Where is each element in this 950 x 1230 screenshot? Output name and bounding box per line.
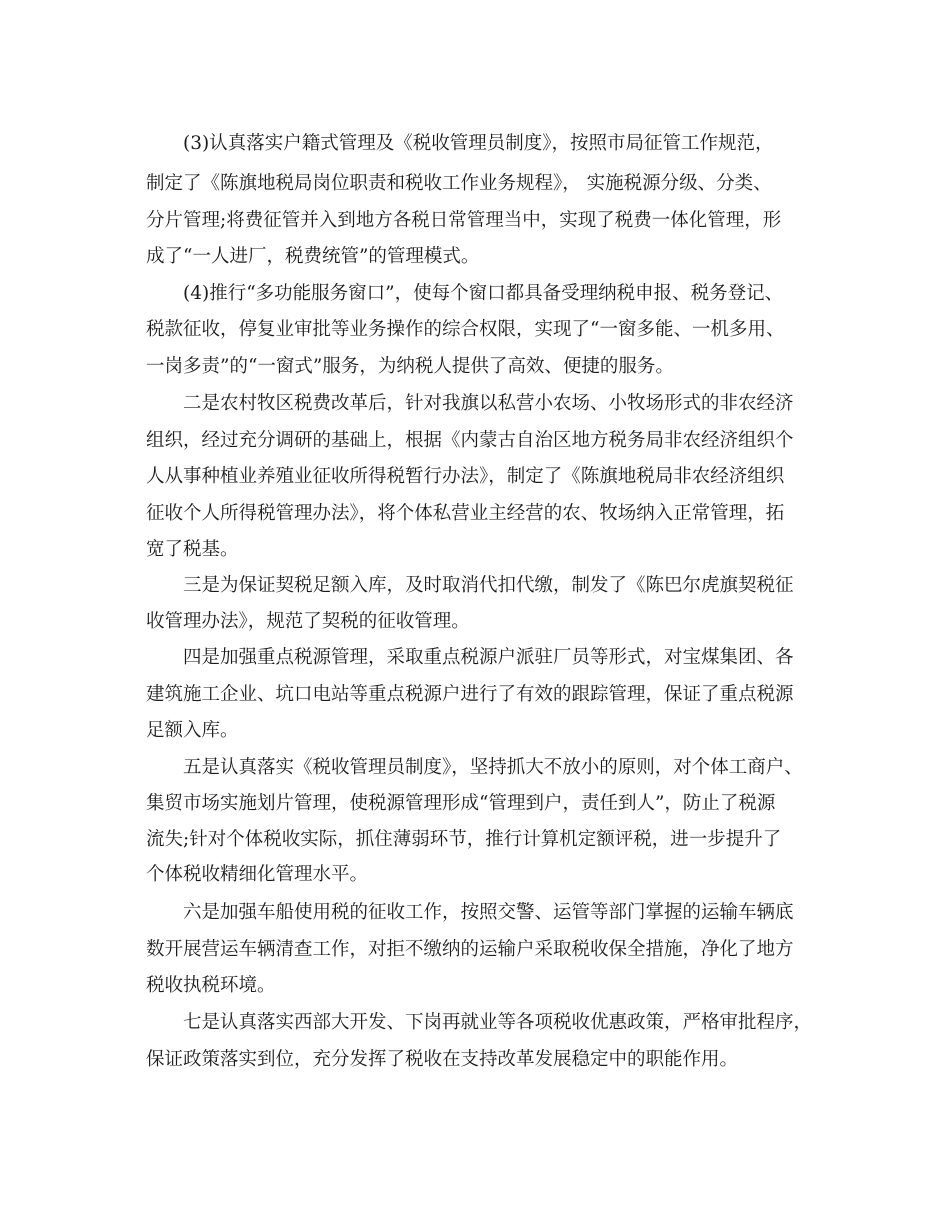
text-line: 制定了《陈旗地税局岗位职责和税收工作业务规程》， 实施税源分级、分类、	[146, 173, 772, 194]
text-line: 一岗多责”的“一窗式”服务，为纳税人提供了高效、便捷的服务。	[146, 356, 674, 377]
text-line: 七是认真落实西部大开发、下岗再就业等各项税收优惠政策，严格审批程序，	[183, 1012, 813, 1033]
text-line: 流失;针对个体税收实际，抓住薄弱环节，推行计算机定额评税，进一步提升了	[146, 829, 782, 850]
text-line: (4)推行“多功能服务窗口”，使每个窗口都具备受理纳税申报、税务登记、	[183, 283, 784, 304]
text-line: 税款征收，停复业审批等业务操作的综合权限，实现了“一窗多能、一机多用、	[146, 319, 785, 340]
text-line: 个体税收精细化管理水平。	[146, 864, 369, 885]
text-line: 人从事种植业养殖业征收所得税暂行办法》，制定了《陈旗地税局非农经济组织	[146, 466, 785, 487]
text-line: 成了“一人进厂，税费统管”的管理模式。	[146, 246, 480, 267]
text-line: 五是认真落实《税收管理员制度》，坚持抓大不放小的原则，对个体工商户、	[183, 757, 803, 778]
text-line: 四是加强重点税源管理，采取重点税源户派驻厂员等形式，对宝煤集团、各	[183, 647, 794, 668]
text-line: 组织，经过充分调研的基础上，根据《内蒙古自治区地方税务局非农经济组织个	[146, 430, 794, 451]
text-line: 征收个人所得税管理办法》，将个体私营业主经营的农、牧场纳入正常管理，拓	[146, 503, 785, 524]
text-line: 宽了税基。	[146, 539, 239, 560]
text-line: 集贸市场实施划片管理，使税源管理形成“管理到户，责任到人”，防止了税源	[146, 793, 776, 814]
text-line: 收管理办法》，规范了契税的征收管理。	[146, 611, 470, 632]
text-line: 三是为保证契税足额入库，及时取消代扣代缴，制发了《陈巴尔虎旗契税征	[183, 575, 794, 596]
text-line: 足额入库。	[146, 720, 239, 741]
text-line: 二是农村牧区税费改革后，针对我旗以私营小农场、小牧场形式的非农经济	[183, 393, 794, 414]
text-line: 数开展营运车辆清查工作，对拒不缴纳的运输户采取税收保全措施，净化了地方	[146, 939, 794, 960]
text-line: (3)认真落实户籍式管理及《税收管理员制度》，按照市局征管工作规范，	[183, 133, 774, 154]
text-line: 保证政策落实到位，充分发挥了税收在支持改革发展稳定中的职能作用。	[146, 1049, 739, 1070]
text-line: 六是加强车船使用税的征收工作，按照交警、运管等部门掌握的运输车辆底	[183, 902, 794, 923]
text-line: 建筑施工企业、坑口电站等重点税源户进行了有效的跟踪管理，保证了重点税源	[146, 684, 794, 705]
text-line: 税收执税环境。	[146, 975, 276, 996]
text-line: 分片管理;将费征管并入到地方各税日常管理当中，实现了税费一体化管理，形	[146, 210, 782, 231]
